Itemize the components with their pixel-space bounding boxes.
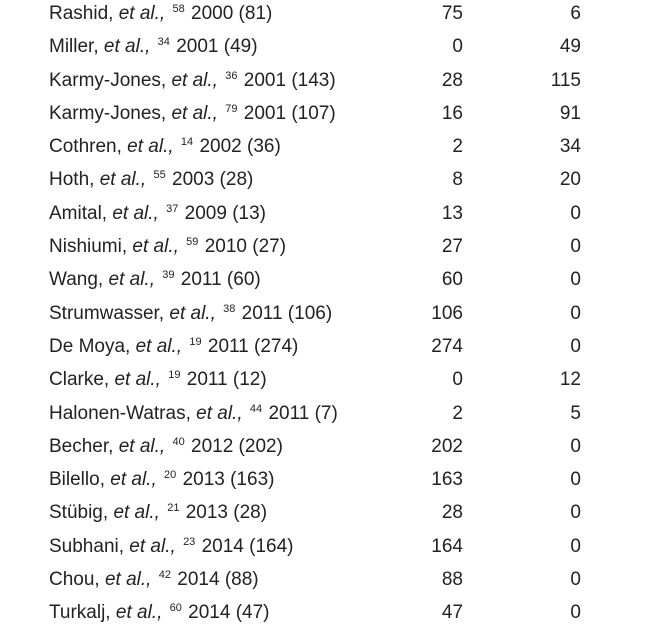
et-al-label: et al., [129,535,176,557]
count-column-b: 0 [570,569,581,591]
author-name: Halonen-Watras, [49,402,191,424]
reference-number: 60 [169,602,182,615]
table-row [0,596,650,629]
study-cell [49,397,338,433]
study-cell [49,163,253,199]
et-al-label: et al., [118,435,166,457]
count-column-b: 5 [570,402,581,424]
study-cell [49,230,286,266]
year-and-count: 2010 (27) [204,236,287,258]
et-al-label: et al., [171,102,218,124]
reference-number: 58 [172,3,185,15]
year-and-count: 2011 (12) [186,369,267,391]
et-al-label: et al., [113,502,160,524]
reference-number: 23 [183,535,196,548]
author-name: Amital, [49,202,108,224]
et-al-label: et al., [127,136,174,158]
study-cell [49,0,272,33]
year-and-count: 2013 (28) [185,502,268,524]
year-and-count: 2014 (47) [188,602,270,624]
count-column-a: 47 [441,602,463,624]
study-cell [49,530,294,566]
year-and-count: 2003 (28) [172,169,254,191]
table-row [0,130,650,163]
year-and-count: 2012 (202) [191,435,283,457]
count-column-a: 274 [431,335,463,357]
count-column-b: 6 [570,3,581,24]
study-cell [49,330,298,366]
count-column-b: 49 [559,36,581,58]
count-column-a: 106 [431,302,463,324]
reference-number: 55 [153,169,166,182]
count-column-a: 2 [452,402,463,424]
year-and-count: 2011 (60) [180,269,261,291]
table-row [0,297,650,330]
author-name: Clarke, [49,369,110,391]
study-cell [49,263,261,299]
table-row [0,463,650,496]
table-row [0,330,650,363]
reference-number: 34 [157,36,170,49]
author-name: Subhani, [49,535,125,557]
count-column-a: 28 [441,502,463,524]
et-al-label: et al., [115,602,163,624]
count-column-a: 202 [431,435,463,457]
table-row [0,430,650,463]
year-and-count: 2014 (88) [177,569,259,591]
reference-number: 19 [189,335,202,348]
table-row [0,397,650,430]
year-and-count: 2011 (274) [207,335,299,357]
reference-number: 42 [158,569,171,582]
author-name: Wang, [49,269,104,291]
et-al-label: et al., [112,202,159,224]
count-column-b: 0 [570,602,581,624]
author-name: Cothren, [49,136,122,158]
table-row [0,363,650,396]
table-row [0,563,650,596]
author-name: Stübig, [49,502,109,524]
study-cell [49,563,259,599]
reference-number: 38 [223,302,236,315]
count-column-b: 91 [559,102,581,124]
study-cell [49,297,332,333]
study-cell [49,130,281,166]
reference-number: 14 [180,136,194,149]
author-name: Strumwasser, [49,302,165,324]
table-row [0,0,650,30]
study-cell [49,463,274,499]
et-al-label: et al., [135,335,183,357]
year-and-count: 2000 (81) [191,3,273,24]
et-al-label: et al., [114,369,161,391]
table-row [0,496,650,529]
study-cell [49,363,267,399]
et-al-label: et al., [108,269,155,291]
author-name: Karmy-Jones, [49,69,167,91]
table-row [0,263,650,296]
count-column-a: 8 [452,169,463,191]
year-and-count: 2011 (106) [241,302,333,324]
year-and-count: 2002 (36) [199,136,281,158]
author-name: Turkalj, [49,602,111,624]
author-name: Rashid, [49,3,114,24]
table-row [0,230,650,263]
author-name: De Moya, [49,335,131,357]
study-cell [49,197,266,233]
count-column-a: 0 [452,36,463,58]
author-name: Chou, [49,569,100,591]
table-row [0,530,650,563]
author-name: Hoth, [49,169,95,191]
reference-number: 79 [225,102,238,115]
count-column-b: 0 [570,502,581,524]
reference-number: 40 [172,435,185,448]
reference-number: 37 [166,202,179,215]
table-row [0,163,650,196]
table-row [0,97,650,130]
count-column-b: 0 [570,269,581,291]
count-column-a: 16 [441,102,463,124]
reference-number: 21 [167,502,180,515]
count-column-b: 0 [570,236,581,258]
count-column-a: 75 [441,3,463,24]
author-name: Miller, [49,36,99,58]
et-al-label: et al., [104,569,152,591]
count-column-b: 0 [570,335,581,357]
study-cell [49,430,283,466]
count-column-b: 0 [570,302,581,324]
year-and-count: 2001 (49) [176,36,258,58]
count-column-b: 0 [570,535,581,557]
count-column-b: 0 [570,469,581,491]
count-column-a: 2 [452,136,463,158]
count-column-a: 163 [431,469,463,491]
et-al-label: et al., [171,69,218,91]
reference-number: 59 [186,236,199,249]
year-and-count: 2011 (7) [268,402,338,424]
study-cell [49,97,336,133]
et-al-label: et al., [169,302,216,324]
count-column-b: 0 [570,435,581,457]
study-cell [49,596,270,632]
et-al-label: et al., [103,36,151,58]
table-row [0,30,650,63]
count-column-a: 60 [441,269,463,291]
count-column-b: 12 [559,369,581,391]
reference-number: 20 [164,469,177,482]
year-and-count: 2001 (143) [243,69,336,91]
table-row [0,64,650,97]
count-column-a: 27 [441,236,463,258]
year-and-count: 2013 (163) [182,469,275,491]
reference-number: 39 [162,269,175,282]
year-and-count: 2014 (164) [201,535,294,557]
et-al-label: et al., [110,469,157,491]
count-column-a: 164 [431,535,463,557]
count-column-a: 88 [441,569,463,591]
count-column-b: 34 [559,136,581,158]
year-and-count: 2001 (107) [243,102,336,124]
table-row [0,197,650,230]
reference-number: 36 [225,69,238,82]
author-name: Bilello, [49,469,105,491]
et-al-label: et al., [99,169,147,191]
author-name: Nishiumi, [49,236,128,258]
et-al-label: et al., [118,3,166,24]
et-al-label: et al., [196,402,243,424]
study-cell [49,30,258,66]
et-al-label: et al., [132,236,179,258]
reference-number: 19 [168,369,181,382]
study-cell [49,64,336,100]
year-and-count: 2009 (13) [184,202,266,224]
author-name: Karmy-Jones, [49,102,167,124]
count-column-b: 115 [550,69,581,91]
count-column-a: 13 [441,202,463,224]
author-name: Becher, [49,435,114,457]
count-column-a: 0 [452,369,463,391]
reference-number: 44 [249,402,263,415]
study-cell [49,496,267,532]
count-column-a: 28 [441,69,463,91]
count-column-b: 0 [570,202,581,224]
count-column-b: 20 [559,169,581,191]
